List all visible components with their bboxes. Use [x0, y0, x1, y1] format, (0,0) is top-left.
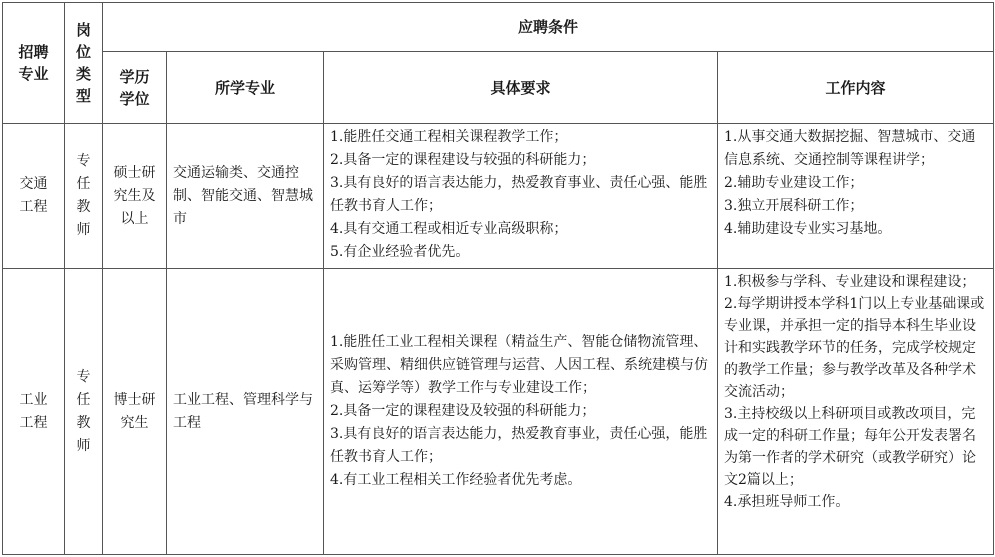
- cell-work-content: [718, 269, 994, 555]
- work-item: 4.承担班导师工作。: [724, 494, 850, 510]
- requirement-item: 4.有工业工程相关工作经验者优先考虑。: [330, 472, 582, 488]
- header-recruit-major: 招聘专业: [3, 3, 65, 124]
- cell-requirements: [324, 124, 718, 269]
- cell-education: 博士研究生: [103, 269, 167, 555]
- requirement-item: 2.具备一定的课程建设与较强的科研能力；: [330, 152, 596, 168]
- work-item: 2.辅助专业建设工作；: [724, 175, 864, 191]
- header-post-type: 岗位类型: [65, 3, 103, 124]
- header-conditions: 应聘条件: [103, 3, 994, 52]
- cell-requirements: [324, 269, 718, 555]
- requirement-item: 4.具有交通工程或相近专业高级职称；: [330, 221, 568, 237]
- cell-post-type: 专任教师: [65, 269, 103, 555]
- work-item: 2.每学期讲授本学科1门以上专业基础课或专业课，并承担一定的指导本科生毕业设计和实践教学环节的任务，完成学校规定的教学工作量；参与教学改革及各种学术交流活动；: [724, 296, 985, 400]
- work-item: 4.辅助建设专业实习基地。: [724, 221, 892, 237]
- cell-post-type: 专任教师: [65, 124, 103, 269]
- requirement-item: 1.能胜任交通工程相关课程教学工作；: [330, 129, 568, 145]
- recruitment-table: [2, 2, 994, 555]
- cell-recruit-major: 工业工程: [3, 269, 65, 555]
- work-item: 1.积极参与学科、专业建设和课程建设；: [724, 274, 976, 290]
- cell-studied-major: 工业工程、管理科学与工程: [167, 269, 324, 555]
- cell-education: 硕士研究生及以上: [103, 124, 167, 269]
- header-work-content: 工作内容: [718, 52, 994, 124]
- header-education: 学历学位: [103, 52, 167, 124]
- requirement-item: 3.具有良好的语言表达能力，热爱教育事业，责任心强，能胜任教书育人工作；: [330, 426, 708, 465]
- header-studied-major: 所学专业: [167, 52, 324, 124]
- table-row: [3, 269, 994, 555]
- requirement-item: 2.具备一定的课程建设及较强的科研能力；: [330, 403, 596, 419]
- work-item: 3.主持校级以上科研项目或教改项目，完成一定的科研工作量；每年公开发表署名为第一作者的学术研究（或教学研究）论文2篇以上；: [724, 406, 976, 488]
- requirement-item: 1.能胜任工业工程相关课程（精益生产、智能仓储物流管理、采购管理、精细供应链管理与运营、人因工程、系统建模与仿真、运筹学等）教学工作与专业建设工作；: [330, 334, 708, 396]
- header-requirements: 具体要求: [324, 52, 718, 124]
- work-item: 1.从事交通大数据挖掘、智慧城市、交通信息系统、交通控制等课程讲学；: [724, 129, 976, 168]
- cell-studied-major: 交通运输类、交通控制、智能交通、智慧城市: [167, 124, 324, 269]
- cell-work-content: [718, 124, 994, 269]
- requirement-item: 3.具有良好的语言表达能力，热爱教育事业、责任心强、能胜任教书育人工作；: [330, 175, 708, 214]
- cell-recruit-major: 交通工程: [3, 124, 65, 269]
- requirement-item: 5.有企业经验者优先。: [330, 244, 470, 260]
- work-item: 3.独立开展科研工作；: [724, 198, 864, 214]
- table-row: [3, 124, 994, 269]
